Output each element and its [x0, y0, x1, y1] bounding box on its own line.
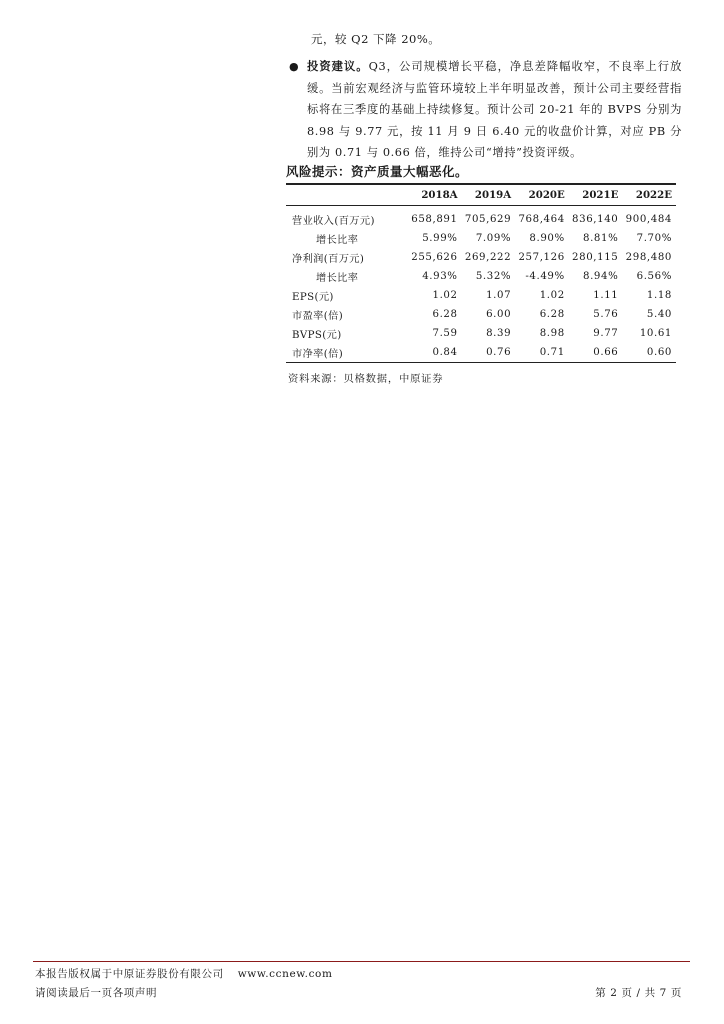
row-label: 营业收入(百万元) — [292, 216, 375, 227]
bullet-icon: ● — [289, 60, 299, 73]
risk-text: 资产质量大幅恶化。 — [351, 164, 469, 179]
table-cell: 1.18 — [646, 290, 672, 301]
table-row — [286, 229, 676, 248]
table-row — [286, 206, 676, 230]
table-row — [286, 343, 676, 363]
table-cell: 298,480 — [625, 252, 672, 263]
table-cell: 6.28 — [539, 309, 565, 320]
table-header-cell: 2019A — [474, 189, 512, 201]
table-cell: 5.32% — [475, 271, 512, 282]
table-cell: 705,629 — [464, 214, 512, 225]
row-label: 净利润(百万元) — [292, 254, 365, 265]
table-cell: 7.70% — [636, 233, 672, 244]
row-label: BVPS(元) — [292, 330, 342, 341]
table-cell: 6.00 — [486, 309, 512, 320]
table-cell: -4.49% — [525, 271, 565, 282]
table-cell: 7.09% — [475, 233, 512, 244]
table-cell: 8.94% — [583, 271, 619, 282]
continued-text-line: 元，较 Q2 下降 20%。 — [311, 32, 441, 46]
row-label: 市净率(倍) — [292, 349, 344, 360]
table-cell: 7.59 — [432, 328, 458, 339]
row-label: 增长比率 — [316, 235, 359, 246]
table-cell: 0.71 — [539, 347, 565, 358]
table-cell: 6.56% — [636, 271, 672, 282]
table-cell: 1.02 — [432, 290, 458, 301]
table-cell: 1.02 — [539, 290, 565, 301]
investment-advice-paragraph — [307, 56, 682, 164]
table-cell: 257,126 — [518, 252, 565, 263]
table-cell: 1.07 — [486, 290, 512, 301]
table-cell: 10.61 — [639, 328, 672, 339]
risk-warning — [286, 162, 468, 180]
table-row — [286, 286, 676, 305]
table-cell: 6.28 — [432, 309, 458, 320]
table-row — [286, 324, 676, 343]
financial-forecast-table — [286, 183, 676, 363]
table-header-row — [286, 184, 676, 206]
table-cell: 658,891 — [411, 214, 458, 225]
table-header-cell: 2021E — [582, 189, 619, 201]
table-cell: 280,115 — [572, 252, 619, 263]
footer-disclaimer: 请阅读最后一页各项声明 — [35, 987, 158, 999]
investment-advice-heading: 投资建议。 — [307, 59, 369, 73]
footer-divider — [33, 961, 690, 962]
row-label: 增长比率 — [316, 273, 359, 284]
table-cell: 8.90% — [529, 233, 565, 244]
footer-copyright-line — [35, 966, 333, 981]
table-cell: 5.99% — [422, 233, 458, 244]
table-cell: 269,222 — [464, 252, 512, 263]
table-source-note: 资料来源：贝格数据，中原证券 — [288, 373, 444, 385]
page-number: 第 2 页 / 共 7 页 — [595, 987, 682, 999]
table-cell: 1.11 — [593, 290, 619, 301]
table-cell: 0.76 — [486, 347, 512, 358]
table-cell: 768,464 — [518, 214, 565, 225]
table-header-cell — [286, 184, 408, 206]
footer-copyright: 本报告版权属于中原证券股份有限公司 — [35, 968, 224, 980]
table-cell: 8.98 — [539, 328, 565, 339]
table-row — [286, 248, 676, 267]
table-header-cell: 2020E — [528, 189, 565, 201]
table-cell: 4.93% — [422, 271, 458, 282]
table-cell: 5.76 — [593, 309, 619, 320]
table-row — [286, 267, 676, 286]
table-cell: 836,140 — [572, 214, 619, 225]
table-header-cell: 2022E — [635, 189, 672, 201]
table-cell: 255,626 — [411, 252, 458, 263]
table-header-cell: 2018A — [421, 189, 458, 201]
table-cell: 900,484 — [625, 214, 672, 225]
table-cell: 5.40 — [646, 309, 672, 320]
table-cell: 0.60 — [646, 347, 672, 358]
row-label: 市盈率(倍) — [292, 311, 344, 322]
risk-label: 风险提示： — [286, 164, 352, 179]
investment-advice-text: Q3，公司规模增长平稳，净息差降幅收窄，不良率上行放缓。当前宏观经济与监管环境较上半年明显改善，预计公司主要经营指标将在三季度的基础上持续修复。预计公司 20-21 年的 BVPS 分别为 8.98 与 9.77 元，按 11 月 9 日 6.40 元的收盘价计算，对应 PB 分别为 0.71 与 0.66 倍，维持公司“增持”投资评级。 — [307, 60, 682, 159]
table-cell: 8.39 — [486, 328, 512, 339]
table-cell: 8.81% — [583, 233, 619, 244]
table-cell: 9.77 — [593, 328, 619, 339]
row-label: EPS(元) — [292, 292, 334, 303]
table-row — [286, 305, 676, 324]
footer-website-link[interactable]: www.ccnew.com — [237, 968, 333, 980]
table-cell: 0.66 — [593, 347, 619, 358]
table-cell: 0.84 — [432, 347, 458, 358]
